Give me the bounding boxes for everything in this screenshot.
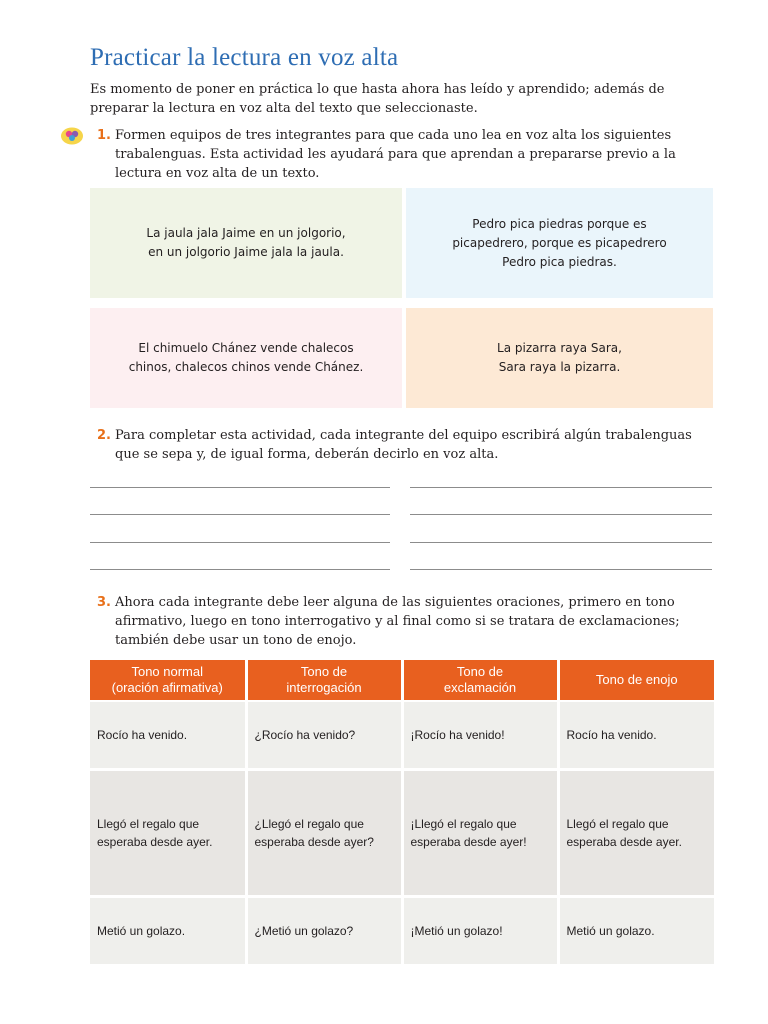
- tongue-twister-text: La pizarra raya Sara, Sara raya la pizarra.: [497, 341, 622, 374]
- writing-line[interactable]: [410, 569, 712, 570]
- table-cell: ¿Llegó el regalo que esperaba desde ayer?: [246, 770, 402, 897]
- tongue-twister-card: [406, 308, 713, 408]
- writing-line[interactable]: [90, 569, 390, 570]
- table-cell: Rocío ha venido.: [90, 701, 246, 770]
- table-header-row: [90, 660, 714, 701]
- table-row: [90, 770, 714, 897]
- writing-line[interactable]: [90, 514, 390, 515]
- table-cell: ¡Metió un golazo!: [402, 897, 558, 966]
- table-cell: Llegó el regalo que esperaba desde ayer.: [558, 770, 714, 897]
- writing-line[interactable]: [90, 542, 390, 543]
- table-row: [90, 897, 714, 966]
- page-title: Practicar la lectura en voz alta: [90, 44, 399, 71]
- tongue-twister-card: [90, 308, 402, 408]
- tones-table: [90, 660, 714, 967]
- table-cell: ¿Metió un golazo?: [246, 897, 402, 966]
- table-cell: Metió un golazo.: [90, 897, 246, 966]
- item-text: Para completar esta actividad, cada integrante del equipo escribirá algún trabalenguas que se sepa y, de igual forma, deberán decirlo en voz alta.: [115, 428, 692, 462]
- item-number: 2.: [97, 428, 111, 443]
- activity-item-3: [97, 593, 715, 650]
- table-cell: ¡Rocío ha venido!: [402, 701, 558, 770]
- activity-item-2: [97, 426, 715, 464]
- tongue-twister-text: El chimuelo Chánez vende chalecos chinos, chalecos chinos vende Chánez.: [128, 341, 364, 374]
- tongue-twister-text: La jaula jala Jaime en un jolgorio, en un jolgorio Jaime jala la jaula.: [146, 226, 346, 259]
- item-number: 1.: [97, 128, 111, 143]
- column-header: Tono de interrogación: [246, 660, 402, 701]
- writing-line[interactable]: [410, 514, 712, 515]
- column-header: Tono normal (oración afirmativa): [90, 660, 246, 701]
- intro-paragraph: Es momento de poner en práctica lo que hasta ahora has leído y aprendido; además de preparar la lectura en voz alta del texto que seleccionaste.: [90, 82, 665, 116]
- table-cell: Rocío ha venido.: [558, 701, 714, 770]
- table-cell: ¿Rocío ha venido?: [246, 701, 402, 770]
- writing-line[interactable]: [410, 542, 712, 543]
- item-text: Formen equipos de tres integrantes para que cada uno lea en voz alta los siguientes trabalenguas. Esta actividad les ayudará para que aprendan a prepararse previo a la lectura en voz alta de un texto.: [115, 128, 676, 181]
- item-text: Ahora cada integrante debe leer alguna de las siguientes oraciones, primero en tono afirmativo, luego en tono interrogativo y al final como si se tratara de exclamaciones; también debe usar un tono de enojo.: [115, 595, 680, 648]
- team-work-icon: [60, 126, 84, 146]
- activity-item-1: [97, 126, 715, 183]
- tongue-twister-card: [90, 188, 402, 298]
- table-cell: ¡Llegó el regalo que esperaba desde ayer!: [402, 770, 558, 897]
- table-cell: Metió un golazo.: [558, 897, 714, 966]
- tongue-twister-text: Pedro pica piedras porque es picapedrero, porque es picapedrero Pedro pica piedras.: [452, 216, 667, 269]
- column-header: Tono de enojo: [558, 660, 714, 701]
- table-cell: Llegó el regalo que esperaba desde ayer.: [90, 770, 246, 897]
- column-header: Tono de exclamación: [402, 660, 558, 701]
- writing-line[interactable]: [410, 487, 712, 488]
- writing-line[interactable]: [90, 487, 390, 488]
- tongue-twister-card: [406, 188, 713, 298]
- item-number: 3.: [97, 595, 111, 610]
- table-row: [90, 701, 714, 770]
